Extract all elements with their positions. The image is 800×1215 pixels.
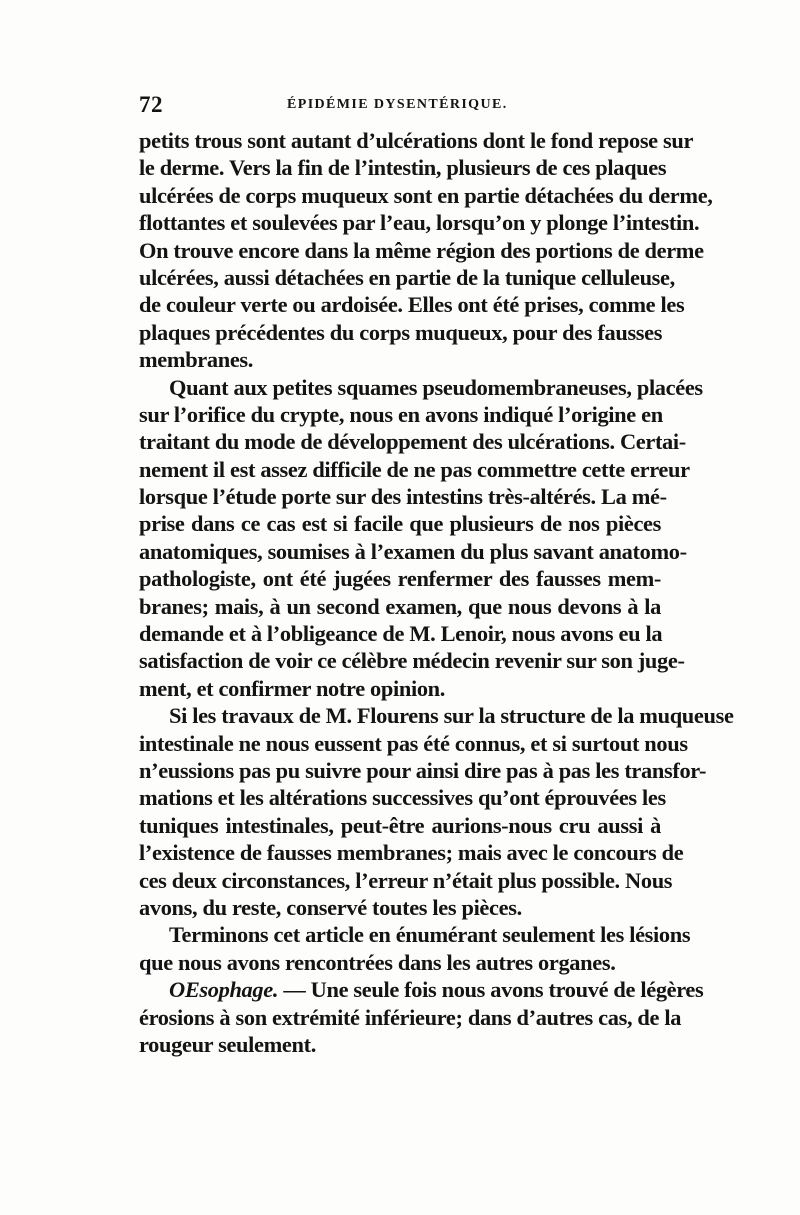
text-line: l’existence de fausses membranes; mais avec le concours de [139,840,684,866]
oesophage-text: Une seule fois nous avons trouvé de légères [310,977,704,1003]
running-title: ÉPIDÉMIE DYSENTÉRIQUE. [287,97,508,112]
text-line: ment, et confirmer notre opinion. [139,675,446,701]
text-line: nement il est assez difficile de ne pas commettre cette erreur [139,456,690,482]
text-line: le derme. Vers la fin de l’intestin, plusieurs de ces plaques [139,155,667,181]
text-line: Terminons cet article en énumérant seulement les lésions [169,922,691,948]
text-line: tuniques intestinales, peut-être aurions-nous cru aussi à [139,812,661,838]
text-line: ulcérées, aussi détachées en partie de la tunique celluleuse, [139,264,675,290]
text-line: branes; mais, à un second examen, que nous devons à la [139,593,661,619]
text-line: satisfaction de voir ce célèbre médecin revenir sur son juge- [139,648,685,674]
text-line: membranes. [139,347,254,373]
text-line: demande et à l’obligeance de M. Lenoir, nous avons eu la [139,621,663,647]
text-line: Quant aux petites squames pseudomembraneuses, placées [169,374,703,400]
text-line: On trouve encore dans la même région des portions de derme [139,237,704,263]
text-line: que nous avons rencontrées dans les autres organes. [139,949,616,975]
text-line: érosions à son extrémité inférieure; dans d’autres cas, de la [139,1004,682,1030]
text-line: lorsque l’étude porte sur des intestins très-altérés. La mé- [139,484,667,510]
text-line: sur l’orifice du crypte, nous en avons indiqué l’origine en [139,401,663,427]
oesophage-term: OEsophage. [169,977,279,1003]
text-line: flottantes et soulevées par l’eau, lorsqu’on y plonge l’intestin. [139,210,700,236]
text-line: prise dans ce cas est si facile que plusieurs de nos pièces [139,511,661,537]
text-line: de couleur verte ou ardoisée. Elles ont été prises, comme les [139,292,685,318]
text-line: anatomiques, soumises à l’examen du plus savant anatomo- [139,538,687,564]
text-line: n’eussions pas pu suivre pour ainsi dire pas à pas les transfor- [139,757,707,783]
text-line: plaques précédentes du corps muqueux, pour des fausses [139,319,663,345]
em-dash: — [278,977,311,1003]
running-head [139,92,661,122]
text-line: rougeur seulement. [139,1031,316,1057]
text-line: Si les travaux de M. Flourens sur la structure de la muqueuse [169,703,734,729]
text-line: intestinale ne nous eussent pas été connus, et si surtout nous [139,730,688,756]
text-line: ces deux circonstances, l’erreur n’était plus possible. Nous [139,867,673,893]
text-line: avons, du reste, conservé toutes les pièces. [139,894,522,920]
text-line: pathologiste, ont été jugées renfermer des fausses mem- [139,566,661,592]
page-number: 72 [139,92,163,117]
text-line: mations et les altérations successives qu’ont éprouvées les [139,785,666,811]
text-line: traitant du mode de développement des ulcérations. Certai- [139,429,686,455]
text-line-oesophage [139,976,704,1003]
text-line: ulcérées de corps muqueux sont en partie détachées du derme, [139,182,713,208]
body-text [139,127,734,1058]
text-line: petits trous sont autant d’ulcérations dont le fond repose sur [139,128,694,153]
